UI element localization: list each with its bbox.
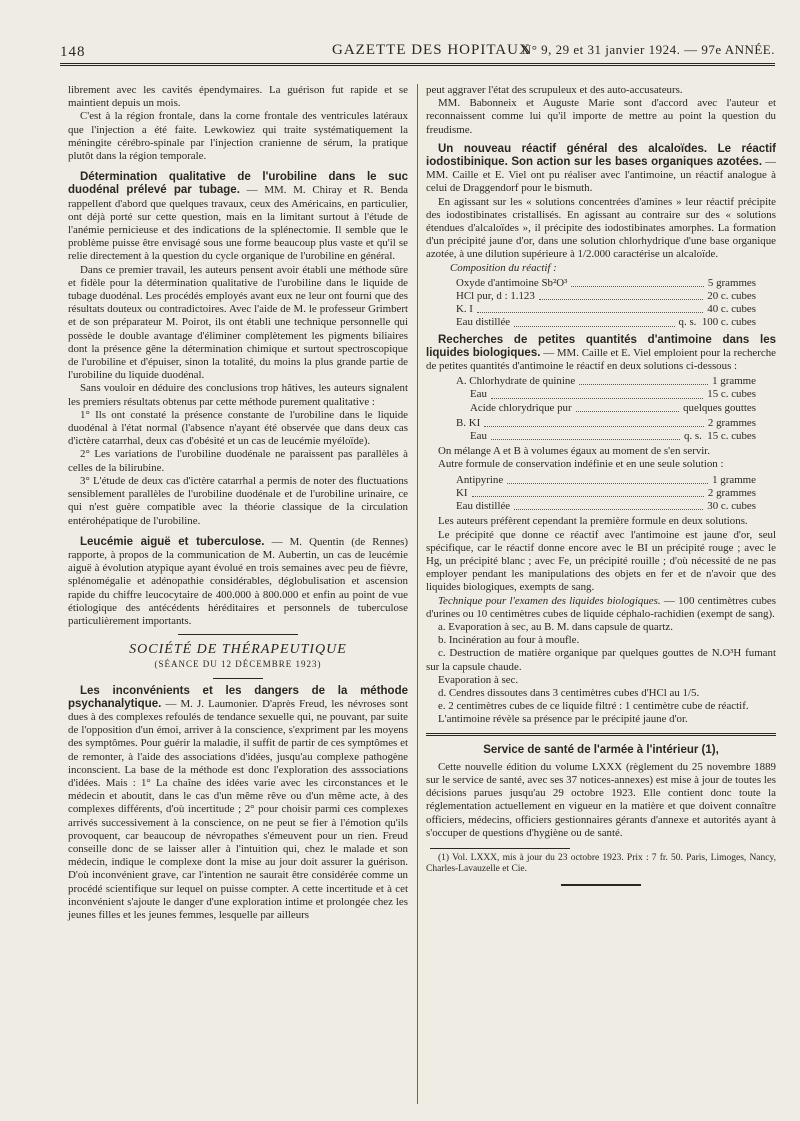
step: Evaporation à sec. — [438, 673, 519, 686]
step: e. 2 centimètres cubes de ce liquide filtré : 1 centimètre cube de réactif. — [438, 700, 749, 713]
formula-row: K. I 40 c. cubes — [456, 303, 756, 316]
paragraph: Sans vouloir en déduire des conclusions trop hâtives, les auteurs signalent les premiers résultats obtenus par cette méthode purement qualitative : — [68, 382, 408, 408]
article-antimoine — [426, 334, 776, 374]
step: a. Evaporation à sec, au B. M. dans capsule de quartz. — [438, 620, 673, 633]
paragraph: En agissant sur les « solutions concentrées d'amines » leur réactif précipite des iodostibinates cristallisés. En agissant au contraire sur des « solutions étendues d'alcaloïdes », il précipite des iodostibinates amorphes. La formation d'un précipité jaune d'or, dans une solution chlorhydrique d'une base organique azotée, à une dilution supérieure à 1/2.000 caractérise un alcaloïde. — [426, 195, 776, 261]
journal-title: GAZETTE DES HOPITAUX — [332, 42, 531, 58]
left-column — [68, 84, 408, 922]
seance-date: (SÉANCE DU 12 DÉCEMBRE 1923) — [154, 659, 322, 670]
society-heading: SOCIÉTÉ DE THÉRAPEUTIQUE — [129, 642, 347, 658]
formula-row: HCl pur, d : 1.123 20 c. cubes — [456, 290, 756, 303]
article-leucemie — [68, 536, 408, 628]
paragraph: On mélange A et B à volumes égaux au moment de s'en servir. — [438, 445, 711, 458]
paragraph: C'est à la région frontale, dans la corne frontale des ventricules latéraux que l'injection a été faite. Lewkowiez qui traite systématiquement la méningite cérébro-spinale par l'injection cranienne de sérum, la pratique plutôt dans la région temporale. — [68, 110, 408, 163]
formula-row: Oxyde d'antimoine Sb²O³ 5 grammes — [456, 276, 756, 289]
column-divider — [417, 84, 418, 1104]
article-reactif — [426, 143, 776, 196]
section-title: Détermination qualitative de l'urobiline dans le suc duodénal prélevé par tubage. — [68, 171, 408, 197]
composition-table — [456, 277, 776, 330]
paragraph: L'antimoine révèle sa présence par le précipité jaune d'or. — [438, 713, 688, 726]
section-text: — MM. Caille et E. Viel emploient pour la recherche de petites quantités d'antimoine le réactif en deux solutions ci-dessous : — [426, 346, 776, 373]
end-ornament — [561, 884, 641, 886]
paragraph: 3° L'étude de deux cas d'ictère catarrhal a permis de noter des fluctuations sensiblement parallèles de l'urobiline duodénale et de l'urobiline urinaire, ce qui n'est guère compatible avec la théorie classique de la circulation entérohépatique de l'urobiline. — [68, 474, 408, 527]
step: d. Cendres dissoutes dans 3 centimètres cubes d'HCl au 1/5. — [438, 686, 700, 699]
paragraph: Les auteurs préfèrent cependant la première formule en deux solutions. — [438, 515, 748, 528]
divider — [213, 678, 263, 679]
technique-paragraph: Technique pour l'examen des liquides biologiques. — 100 centimètres cubes d'urines ou 10 centimètres cubes de liquide céphalo-rachidien (exempt de sang). — [426, 594, 776, 620]
paragraph: peut aggraver l'état des scrupuleux et des auto-accusateurs. — [426, 84, 683, 96]
section-title: Recherches de petites quantités d'antimoine dans les liquides biologiques. — [426, 333, 776, 359]
section-text: — MM. Caille et E. Viel ont pu réaliser avec l'antimoine, un réactif analogue à celui de Draggendorf pour le bismuth. — [426, 156, 776, 195]
section-text: — M. Quentin (de Rennes) rapporte, à propos de la communication de M. Aubertin, un cas de leucémie aiguë à évolution atypique ayant évolué en trois semaines avec peu de fièvre, splénomégalie et adénopathie considérables, déglobulisation et ascension rapide du chiffre leucocytaire de 400.000 à 800.000 et enfin au point de vue étiologique des antécédents héréditaires et personnels de tuberculose particulièrement importants. — [68, 535, 408, 627]
step: c. Destruction de matière organique par quelques gouttes de N.O³H fumant sur la capsule chaude. — [426, 647, 776, 673]
issue-info: N° 9, 29 et 31 janvier 1924. — 97e ANNÉE. — [521, 42, 775, 57]
formula-row: Eau distillée q. s. 100 c. cubes — [456, 316, 756, 329]
solution-a: A. Chlorhydrate de quinine 1 gramme Eau 15 c. cubes Acide chlorydrique pur quelques gouttes — [456, 375, 756, 414]
paragraph: Le précipité que donne ce réactif avec l'antimoine est jaune d'or, seul spécifique, car le réactif donne encore avec le BI un précipité rouge ; avec le Hg, un précipité blanc ; avec Fe, un précipité rouille ; d'où nécessité de ne pas employer pendant les manipulations des objets en fer et de n'avoir que des liquides biologiques, exempts de sang. — [426, 528, 776, 594]
solution-b: B. KI 2 grammes Eau q. s. 15 c. cubes — [456, 416, 756, 443]
composition-label: Composition du réactif : — [450, 261, 557, 274]
paragraph: 2° Les variations de l'urobiline duodénale ne paraissent pas parallèles à celles de la bilirubine. — [68, 448, 408, 474]
paragraph: 1° Ils ont constaté la présence constante de l'urobiline dans le liquide duodénal à l'état normal (l'absence n'ayant été observée que dans deux cas d'ictère catarrhal, deux cas d'obésité et un cas de leucémie myéloïde). — [68, 408, 408, 448]
paragraph: MM. Babonneix et Auguste Marie sont d'accord avec l'auteur et reconnaissent comme lui qu'il importe de mettre au point la question du freudisme. — [426, 97, 776, 136]
paragraph: Cette nouvelle édition du volume LXXX (règlement du 25 novembre 1889 sur le service de santé, avec ses 37 notices-annexes) est mise à jour de toutes les décisions parues jusqu'au 29 octobre 1923. Elle contient donc toute la réglementation actuellement en vigueur en la matière et que doivent connaître officiers, médecins, officiers gestionnaires gérants d'annexe et autorités ayant à s'occuper de questions d'hygiène ou de santé. — [426, 760, 776, 839]
footnote-rule — [430, 848, 570, 849]
section-title: Les inconvénients et les dangers de la méthode psychanalytique. — [68, 684, 408, 710]
page-header — [60, 38, 775, 64]
paragraph: Autre formule de conservation indéfinie et en une seule solution : — [438, 458, 724, 471]
page-number: 148 — [60, 44, 86, 60]
paragraph: Dans ce premier travail, les auteurs pensent avoir établi une méthode sûre et fidèle pour la détermination qualitative de l'urobiline dans le liquide de tubage duodénal. Les procédés employés avant eux ne leur ont fourni que des résultats douteux ou contradictoires. Avec l'aide de M. le professeur Grimbert et de son préparateur M. Poirot, ils ont établi une technique personnelle qui possède le double avantage d'éliminer complètement les pigments biliaires dont la présence gêne la détermination chimique et surtout spectroscopique de l'urobiline et d'épuiser, sinon la totalité, du moins la plus grande partie de l'urobiline du liquide duodénal. — [68, 263, 408, 382]
section-title: Un nouveau réactif général des alcaloïdes. Le réactif iodostibinique. Son action sur les bases organiques azotées. — [426, 142, 776, 169]
divider — [178, 634, 298, 635]
right-column — [426, 84, 776, 886]
solution-c: Antipyrine 1 gramme KI 2 grammes Eau distillée 30 c. cubes — [456, 473, 756, 513]
paragraph: librement avec les cavités épendymaires. La guérison fut rapide et se maintient depuis un mois. — [68, 84, 408, 110]
article-service-sante-title: Service de santé de l'armée à l'intérieur (1), — [483, 743, 719, 756]
footnote: (1) Vol. LXXX, mis à jour du 23 octobre 1923. Prix : 7 fr. 50. Paris, Limoges, Nancy, Charles-Lavauzelle et Cie. — [426, 852, 776, 875]
step: b. Incinération au four à moufle. — [438, 634, 580, 647]
article-psychanalyse — [68, 685, 408, 923]
section-title: Leucémie aiguë et tuberculose. — [80, 535, 265, 548]
article-urobiline — [68, 171, 408, 263]
header-rule — [60, 63, 775, 66]
section-text: — M. J. Laumonier. D'après Freud, les névroses sont dues à des complexes refoulés de tendance sexuelle qui, ne pouvant, par suite de l'opposition d'un émoi, arriver à la conscience, s'expriment par les moyens des symptômes. Pour guérir la maladie, il suffit de partir de ces symptômes et de remonter, à l'aide des associations d'idées, jusqu'au complexe pathogène inconscient. La base de la méthode est donc l'exploration des asssociations d'idées. Mais : 1° La chaîne des idées varie avec les circonstances et le médecin et aboutit, dans le cas d'un même rêve ou d'un même acte, à des complexes différents, d'où incertitude ; 2° pour choisir parmi ces complexes arrivés successivement à la conscience, on ne peut se fier à l'émotion qu'ils provoquent, car beaucoup de névropathes s'émeuvent pour un rien. Freud conseille donc de se laisser aller à l'intuition qui, chez le malade et son médecin, indique le complexe dont la mise au jour doit assurer la guérison. D'où inconvénient grave, car l'intention ne saurait être considérée comme un procédé scientifique sur lequel on puisse compter. A cette incertitude et à cet inconvénient s'ajoute le danger d'une exploration intime et prolongée chez les jeunes filles et les jeunes femmes, lesquelle par ailleurs — [68, 697, 408, 921]
divider — [426, 733, 776, 736]
section-text: — MM. M. Chiray et R. Benda rappellent d'abord que quelques travaux, ceux des Américains, en particulier, ont déjà porté sur cette question, mais en la limitant surtout à l'étude de l'anémie pernicieuse et des indications de la splénectomie. Il semble que le problème puisse être envisagé sous une forme beaucoup plus vaste et qu'il se relie directement à la question du cycle organique de l'urobiline en général. — [68, 184, 408, 263]
